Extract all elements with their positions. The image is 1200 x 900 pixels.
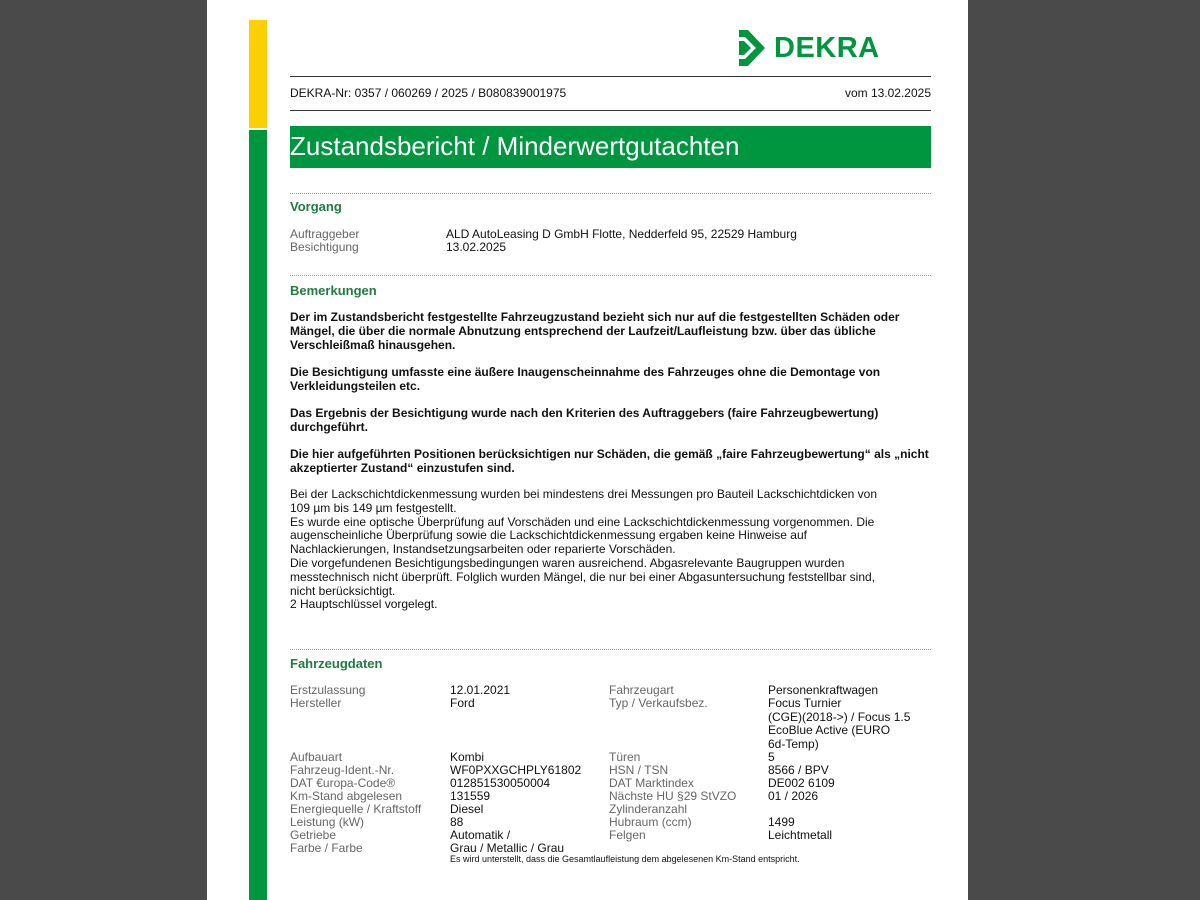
dekra-logo-icon: [736, 29, 768, 67]
divider: [290, 649, 931, 650]
field-label: Aufbauart: [290, 750, 343, 764]
field-label: Farbe / Farbe: [290, 841, 363, 855]
field-value: 1499: [768, 815, 795, 829]
field-value: 01 / 2026: [768, 789, 819, 803]
field-label: DAT Marktindex: [609, 776, 694, 790]
field-value: 131559: [450, 789, 491, 803]
field-label: Fahrzeugart: [609, 683, 674, 697]
field-label: Energiequelle / Kraftstoff: [290, 802, 422, 816]
field-value: DE002 6109: [768, 776, 835, 790]
field-value: Automatik /: [450, 828, 511, 842]
remark-paragraph: Der im Zustandsbericht festgestellte Fahrzeugzustand bezieht sich nur auf die festgestellten Schäden oder Mängel, die über die normale Abnutzung entsprechend der Laufzeit/Laufleistung bzw. über das übliche Verschleißmaß hinausgehen.: [290, 310, 900, 352]
note-line: messtechnisch nicht überprüft. Folglich wurden Mängel, die nur bei einer Abgasuntersuchung feststellbar sind,: [290, 569, 875, 584]
field-value: Kombi: [450, 750, 485, 764]
page-title: Zustandsbericht / Minderwertgutachten: [290, 131, 740, 161]
field-label: Leistung (kW): [290, 815, 365, 829]
header-rule-top: [290, 76, 931, 77]
field-label: Felgen: [609, 828, 646, 842]
field-value: 88: [450, 815, 464, 829]
note-line: Nachlackierungen, Instandsetzungsarbeiten oder reparierte Vorschäden.: [290, 542, 676, 557]
note-line: nicht berücksichtigt.: [290, 583, 396, 598]
field-label: Nächste HU §29 StVZO: [609, 789, 737, 803]
yellow-side-bar: [249, 20, 267, 128]
field-label: Zylinderanzahl: [609, 802, 688, 816]
section-title-fahrzeugdaten: Fahrzeugdaten: [290, 656, 383, 671]
note-line: 109 µm bis 149 µm festgestellt.: [290, 500, 457, 515]
note-line: augenscheinliche Überprüfung sowie die Lackschichtdickenmessung ergaben keine Hinweise auf: [290, 528, 807, 543]
remark-paragraph: Die hier aufgeführten Positionen berücksichtigen nur Schäden, die gemäß „faire Fahrzeugbewertung“ als „nicht akzeptierter Zustand“ einzustufen sind.: [290, 447, 929, 475]
logo-text: DEKRA: [774, 31, 880, 64]
document-page: [207, 0, 968, 900]
field-value: Leichtmetall: [768, 828, 833, 842]
note-line: Die vorgefundenen Besichtigungsbedingungen waren ausreichend. Abgasrelevante Baugruppen wurden: [290, 555, 845, 570]
dekra-logo: [736, 29, 880, 67]
field-value: Grau / Metallic / Grau: [450, 841, 565, 855]
reference-number: DEKRA-Nr: 0357 / 060269 / 2025 / B080839001975: [290, 86, 567, 100]
field-label: Hubraum (ccm): [609, 815, 692, 829]
field-label: Auftraggeber: [290, 227, 360, 241]
section-title-vorgang: Vorgang: [290, 199, 342, 214]
field-value: 12.01.2021: [450, 683, 511, 697]
field-value: ALD AutoLeasing D GmbH Flotte, Nedderfeld 95, 22529 Hamburg: [446, 227, 797, 241]
field-value: 13.02.2025: [446, 240, 507, 254]
field-label: DAT €uropa-Code®: [290, 776, 396, 790]
field-value: Diesel: [450, 802, 484, 816]
footnote: Es wird unterstellt, dass die Gesamtlaufleistung dem abgelesenen Km-Stand entspricht.: [450, 854, 800, 864]
field-label: Türen: [609, 750, 641, 764]
note-line: 2 Hauptschlüssel vorgelegt.: [290, 597, 438, 612]
remark-paragraph: Die Besichtigung umfasste eine äußere Inaugenscheinnahme des Fahrzeuges ohne die Demontage von Verkleidungsteilen etc.: [290, 365, 881, 393]
remark-notes: [290, 488, 930, 612]
section-title-bemerkungen: Bemerkungen: [290, 283, 377, 298]
value-line: EcoBlue Active (EURO: [768, 723, 891, 737]
title-banner: [290, 126, 931, 168]
note-line: Es wurde eine optische Überprüfung auf Vorschäden und eine Lackschichtdickenmessung vorgenommen. Die: [290, 514, 875, 529]
field-value-multiline: [768, 697, 910, 751]
report-date: vom 13.02.2025: [844, 86, 931, 100]
field-label: HSN / TSN: [609, 763, 669, 777]
value-line: 6d-Temp): [768, 736, 819, 751]
field-label: Besichtigung: [290, 240, 359, 254]
divider: [290, 275, 931, 276]
field-value: 012851530050004: [450, 776, 551, 790]
value-line: Focus Turnier: [768, 696, 842, 710]
green-side-bar: [249, 130, 267, 900]
field-label: Fahrzeug-Ident.-Nr.: [290, 763, 395, 777]
header-rule-bottom: [290, 110, 931, 111]
field-label: Erstzulassung: [290, 683, 366, 697]
field-value: Ford: [450, 696, 475, 710]
field-label: Hersteller: [290, 696, 342, 710]
field-label: Getriebe: [290, 828, 337, 842]
divider: [290, 193, 931, 194]
remark-paragraph: Das Ergebnis der Besichtigung wurde nach den Kriterien des Auftraggebers (faire Fahrzeugbewertung) durchgeführt.: [290, 406, 879, 434]
value-line: (CGE)(2018->) / Focus 1.5: [768, 709, 911, 724]
field-value: WF0PXXGCHPLY61802: [450, 763, 582, 777]
field-value: 8566 / BPV: [768, 763, 829, 777]
note-line: Bei der Lackschichtdickenmessung wurden bei mindestens drei Messungen pro Bauteil Lackschichtdicken von: [290, 487, 877, 501]
field-label: Typ / Verkaufsbez.: [609, 696, 708, 710]
field-label: Km-Stand abgelesen: [290, 789, 403, 803]
field-value: 5: [768, 750, 775, 764]
field-value: Personenkraftwagen: [768, 683, 879, 697]
